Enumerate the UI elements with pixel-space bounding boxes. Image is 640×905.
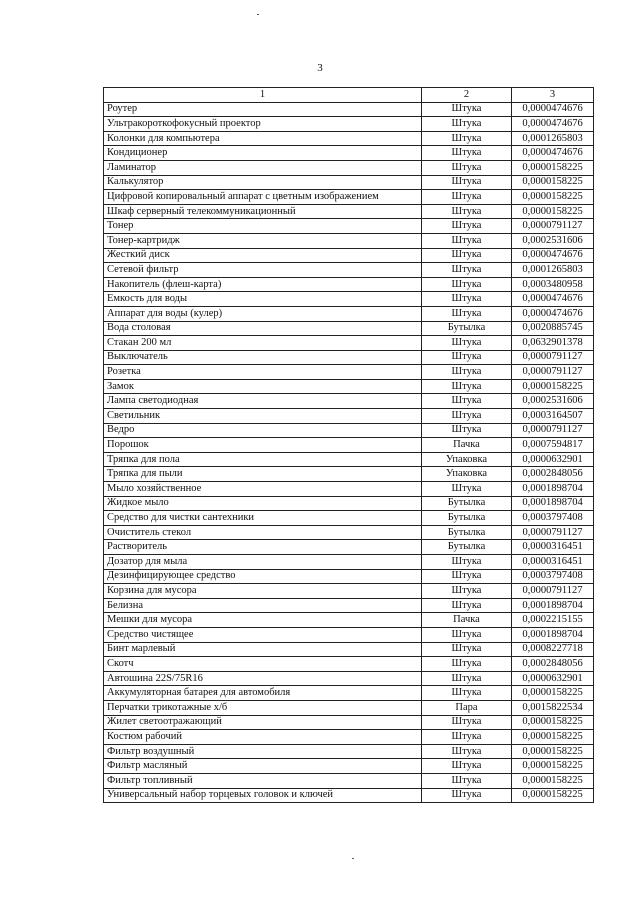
unit-cell: Штука [422, 146, 512, 161]
page-number: 3 [317, 62, 323, 74]
item-name-cell: Ламинатор [104, 160, 422, 175]
value-cell: 0,0000158225 [512, 773, 594, 788]
table-row [104, 715, 594, 730]
value-cell: 0,0000791127 [512, 365, 594, 380]
unit-cell: Штука [422, 598, 512, 613]
table-row [104, 700, 594, 715]
table-row [104, 277, 594, 292]
value-cell: 0,0002531606 [512, 233, 594, 248]
unit-cell: Штука [422, 394, 512, 409]
item-name-cell: Костюм рабочий [104, 730, 422, 745]
item-name-cell: Калькулятор [104, 175, 422, 190]
table-row [104, 350, 594, 365]
table-row [104, 569, 594, 584]
value-cell: 0,0000316451 [512, 555, 594, 570]
unit-cell: Штука [422, 569, 512, 584]
item-name-cell: Кондиционер [104, 146, 422, 161]
unit-cell: Штука [422, 409, 512, 424]
item-name-cell: Ведро [104, 423, 422, 438]
unit-cell: Бутылка [422, 321, 512, 336]
table-row [104, 773, 594, 788]
item-name-cell: Фильтр масляный [104, 759, 422, 774]
unit-cell: Штука [422, 190, 512, 205]
table-row [104, 175, 594, 190]
value-cell: 0,0000791127 [512, 525, 594, 540]
unit-cell: Штука [422, 336, 512, 351]
value-cell: 0,0000158225 [512, 686, 594, 701]
unit-cell: Штука [422, 671, 512, 686]
value-cell: 0,0003164507 [512, 409, 594, 424]
item-name-cell: Корзина для мусора [104, 584, 422, 599]
table-row [104, 146, 594, 161]
item-name-cell: Тряпка для пыли [104, 467, 422, 482]
item-name-cell: Тонер [104, 219, 422, 234]
value-cell: 0,0015822534 [512, 700, 594, 715]
table-row [104, 671, 594, 686]
item-name-cell: Скотч [104, 657, 422, 672]
item-name-cell: Стакан 200 мл [104, 336, 422, 351]
item-name-cell: Вода столовая [104, 321, 422, 336]
item-name-cell: Белизна [104, 598, 422, 613]
table-row [104, 379, 594, 394]
table-row [104, 190, 594, 205]
value-cell: 0,0000791127 [512, 423, 594, 438]
value-cell: 0,0000158225 [512, 204, 594, 219]
value-cell: 0,0001265803 [512, 131, 594, 146]
table-row [104, 306, 594, 321]
value-cell: 0,0003797408 [512, 569, 594, 584]
item-name-cell: Светильник [104, 409, 422, 424]
item-name-cell: Шкаф серверный телекоммуникационный [104, 204, 422, 219]
table-row [104, 423, 594, 438]
unit-cell: Штука [422, 555, 512, 570]
table-row [104, 102, 594, 117]
scan-speck [352, 858, 354, 859]
table-row [104, 525, 594, 540]
table-row [104, 233, 594, 248]
table-row [104, 584, 594, 599]
item-name-cell: Средство чистящее [104, 627, 422, 642]
value-cell: 0,0000158225 [512, 160, 594, 175]
table-row [104, 219, 594, 234]
value-cell: 0,0003797408 [512, 511, 594, 526]
unit-cell: Штука [422, 365, 512, 380]
item-name-cell: Фильтр топливный [104, 773, 422, 788]
unit-cell: Штука [422, 715, 512, 730]
table-row [104, 452, 594, 467]
value-cell: 0,0000158225 [512, 190, 594, 205]
table-row [104, 131, 594, 146]
table-row [104, 336, 594, 351]
value-cell: 0,0000474676 [512, 102, 594, 117]
value-cell: 0,0000474676 [512, 292, 594, 307]
table-row [104, 511, 594, 526]
value-cell: 0,0001898704 [512, 482, 594, 497]
value-cell: 0,0008227718 [512, 642, 594, 657]
table-header-row [104, 88, 594, 103]
item-name-cell: Растворитель [104, 540, 422, 555]
unit-cell: Штука [422, 657, 512, 672]
unit-cell: Штука [422, 423, 512, 438]
unit-cell: Штука [422, 117, 512, 132]
unit-cell: Пара [422, 700, 512, 715]
value-cell: 0,0002848056 [512, 657, 594, 672]
table-row [104, 657, 594, 672]
unit-cell: Штука [422, 263, 512, 278]
table-row [104, 467, 594, 482]
value-cell: 0,0000474676 [512, 146, 594, 161]
item-name-cell: Автошина 22S/75R16 [104, 671, 422, 686]
unit-cell: Штука [422, 744, 512, 759]
unit-cell: Упаковка [422, 452, 512, 467]
unit-cell: Штука [422, 584, 512, 599]
unit-cell: Штука [422, 642, 512, 657]
item-name-cell: Выключатель [104, 350, 422, 365]
table-row [104, 204, 594, 219]
value-cell: 0,0000474676 [512, 306, 594, 321]
unit-cell: Штука [422, 175, 512, 190]
table-row [104, 686, 594, 701]
unit-cell: Штука [422, 160, 512, 175]
item-name-cell: Тряпка для пола [104, 452, 422, 467]
value-cell: 0,0001898704 [512, 496, 594, 511]
item-name-cell: Емкость для воды [104, 292, 422, 307]
unit-cell: Штука [422, 686, 512, 701]
unit-cell: Штука [422, 482, 512, 497]
item-name-cell: Тонер-картридж [104, 233, 422, 248]
value-cell: 0,0001898704 [512, 598, 594, 613]
unit-cell: Штука [422, 292, 512, 307]
table-row [104, 263, 594, 278]
value-cell: 0,0001265803 [512, 263, 594, 278]
item-name-cell: Дозатор для мыла [104, 555, 422, 570]
item-name-cell: Средство для чистки сантехники [104, 511, 422, 526]
item-name-cell: Цифровой копировальный аппарат с цветным изображением [104, 190, 422, 205]
value-cell: 0,0000158225 [512, 744, 594, 759]
value-cell: 0,0000791127 [512, 584, 594, 599]
value-cell: 0,0000474676 [512, 248, 594, 263]
item-name-cell: Лампа светодиодная [104, 394, 422, 409]
unit-cell: Штука [422, 759, 512, 774]
item-name-cell: Ультракороткофокусный проектор [104, 117, 422, 132]
unit-cell: Штука [422, 204, 512, 219]
value-cell: 0,0000158225 [512, 715, 594, 730]
item-name-cell: Очиститель стекол [104, 525, 422, 540]
item-name-cell: Аппарат для воды (кулер) [104, 306, 422, 321]
value-cell: 0,0002531606 [512, 394, 594, 409]
table-row [104, 438, 594, 453]
unit-cell: Штука [422, 277, 512, 292]
table-row [104, 642, 594, 657]
item-name-cell: Мешки для мусора [104, 613, 422, 628]
unit-cell: Бутылка [422, 496, 512, 511]
item-name-cell: Перчатки трикотажные х/б [104, 700, 422, 715]
value-cell: 0,0007594817 [512, 438, 594, 453]
table-row [104, 117, 594, 132]
unit-cell: Штука [422, 233, 512, 248]
column-header-1: 1 [104, 88, 422, 103]
table-row [104, 788, 594, 803]
unit-cell: Штука [422, 306, 512, 321]
table-row [104, 365, 594, 380]
table-row [104, 598, 594, 613]
value-cell: 0,0000632901 [512, 452, 594, 467]
table-row [104, 613, 594, 628]
unit-cell: Штука [422, 627, 512, 642]
table-row [104, 540, 594, 555]
unit-cell: Упаковка [422, 467, 512, 482]
item-name-cell: Роутер [104, 102, 422, 117]
table-row [104, 409, 594, 424]
value-cell: 0,0000158225 [512, 788, 594, 803]
value-cell: 0,0003480958 [512, 277, 594, 292]
unit-cell: Штука [422, 379, 512, 394]
table-row [104, 160, 594, 175]
value-cell: 0,0000791127 [512, 219, 594, 234]
item-name-cell: Универсальный набор торцевых головок и ключей [104, 788, 422, 803]
table-row [104, 482, 594, 497]
value-cell: 0,0000158225 [512, 175, 594, 190]
table-row [104, 627, 594, 642]
item-name-cell: Жидкое мыло [104, 496, 422, 511]
value-cell: 0,0000474676 [512, 117, 594, 132]
value-cell: 0,0000158225 [512, 759, 594, 774]
unit-cell: Пачка [422, 438, 512, 453]
unit-cell: Пачка [422, 613, 512, 628]
unit-cell: Штука [422, 350, 512, 365]
table-row [104, 394, 594, 409]
unit-cell: Штука [422, 102, 512, 117]
value-cell: 0,0000632901 [512, 671, 594, 686]
item-name-cell: Фильтр воздушный [104, 744, 422, 759]
item-name-cell: Порошок [104, 438, 422, 453]
unit-cell: Штука [422, 773, 512, 788]
value-cell: 0,0000158225 [512, 379, 594, 394]
table-row [104, 321, 594, 336]
item-name-cell: Мыло хозяйственное [104, 482, 422, 497]
table-row [104, 744, 594, 759]
value-cell: 0,0020885745 [512, 321, 594, 336]
unit-cell: Штука [422, 131, 512, 146]
value-cell: 0,0002848056 [512, 467, 594, 482]
value-cell: 0,0000791127 [512, 350, 594, 365]
unit-cell: Штука [422, 730, 512, 745]
value-cell: 0,0000316451 [512, 540, 594, 555]
table-row [104, 730, 594, 745]
unit-cell: Штука [422, 788, 512, 803]
item-name-cell: Колонки для компьютера [104, 131, 422, 146]
value-cell: 0,0001898704 [512, 627, 594, 642]
table-row [104, 759, 594, 774]
item-name-cell: Аккумуляторная батарея для автомобиля [104, 686, 422, 701]
item-name-cell: Сетевой фильтр [104, 263, 422, 278]
value-cell: 0,0632901378 [512, 336, 594, 351]
item-name-cell: Жесткий диск [104, 248, 422, 263]
table-row [104, 292, 594, 307]
norms-table [103, 87, 594, 803]
value-cell: 0,0002215155 [512, 613, 594, 628]
unit-cell: Бутылка [422, 540, 512, 555]
value-cell: 0,0000158225 [512, 730, 594, 745]
table-row [104, 555, 594, 570]
column-header-3: 3 [512, 88, 594, 103]
table-body [104, 88, 594, 803]
unit-cell: Бутылка [422, 525, 512, 540]
unit-cell: Штука [422, 248, 512, 263]
item-name-cell: Замок [104, 379, 422, 394]
item-name-cell: Накопитель (флеш-карта) [104, 277, 422, 292]
item-name-cell: Бинт марлевый [104, 642, 422, 657]
item-name-cell: Розетка [104, 365, 422, 380]
table-row [104, 248, 594, 263]
item-name-cell: Жилет светоотражающий [104, 715, 422, 730]
column-header-2: 2 [422, 88, 512, 103]
unit-cell: Штука [422, 219, 512, 234]
table-row [104, 496, 594, 511]
item-name-cell: Дезинфицирующее средство [104, 569, 422, 584]
unit-cell: Бутылка [422, 511, 512, 526]
scan-speck [257, 14, 259, 15]
